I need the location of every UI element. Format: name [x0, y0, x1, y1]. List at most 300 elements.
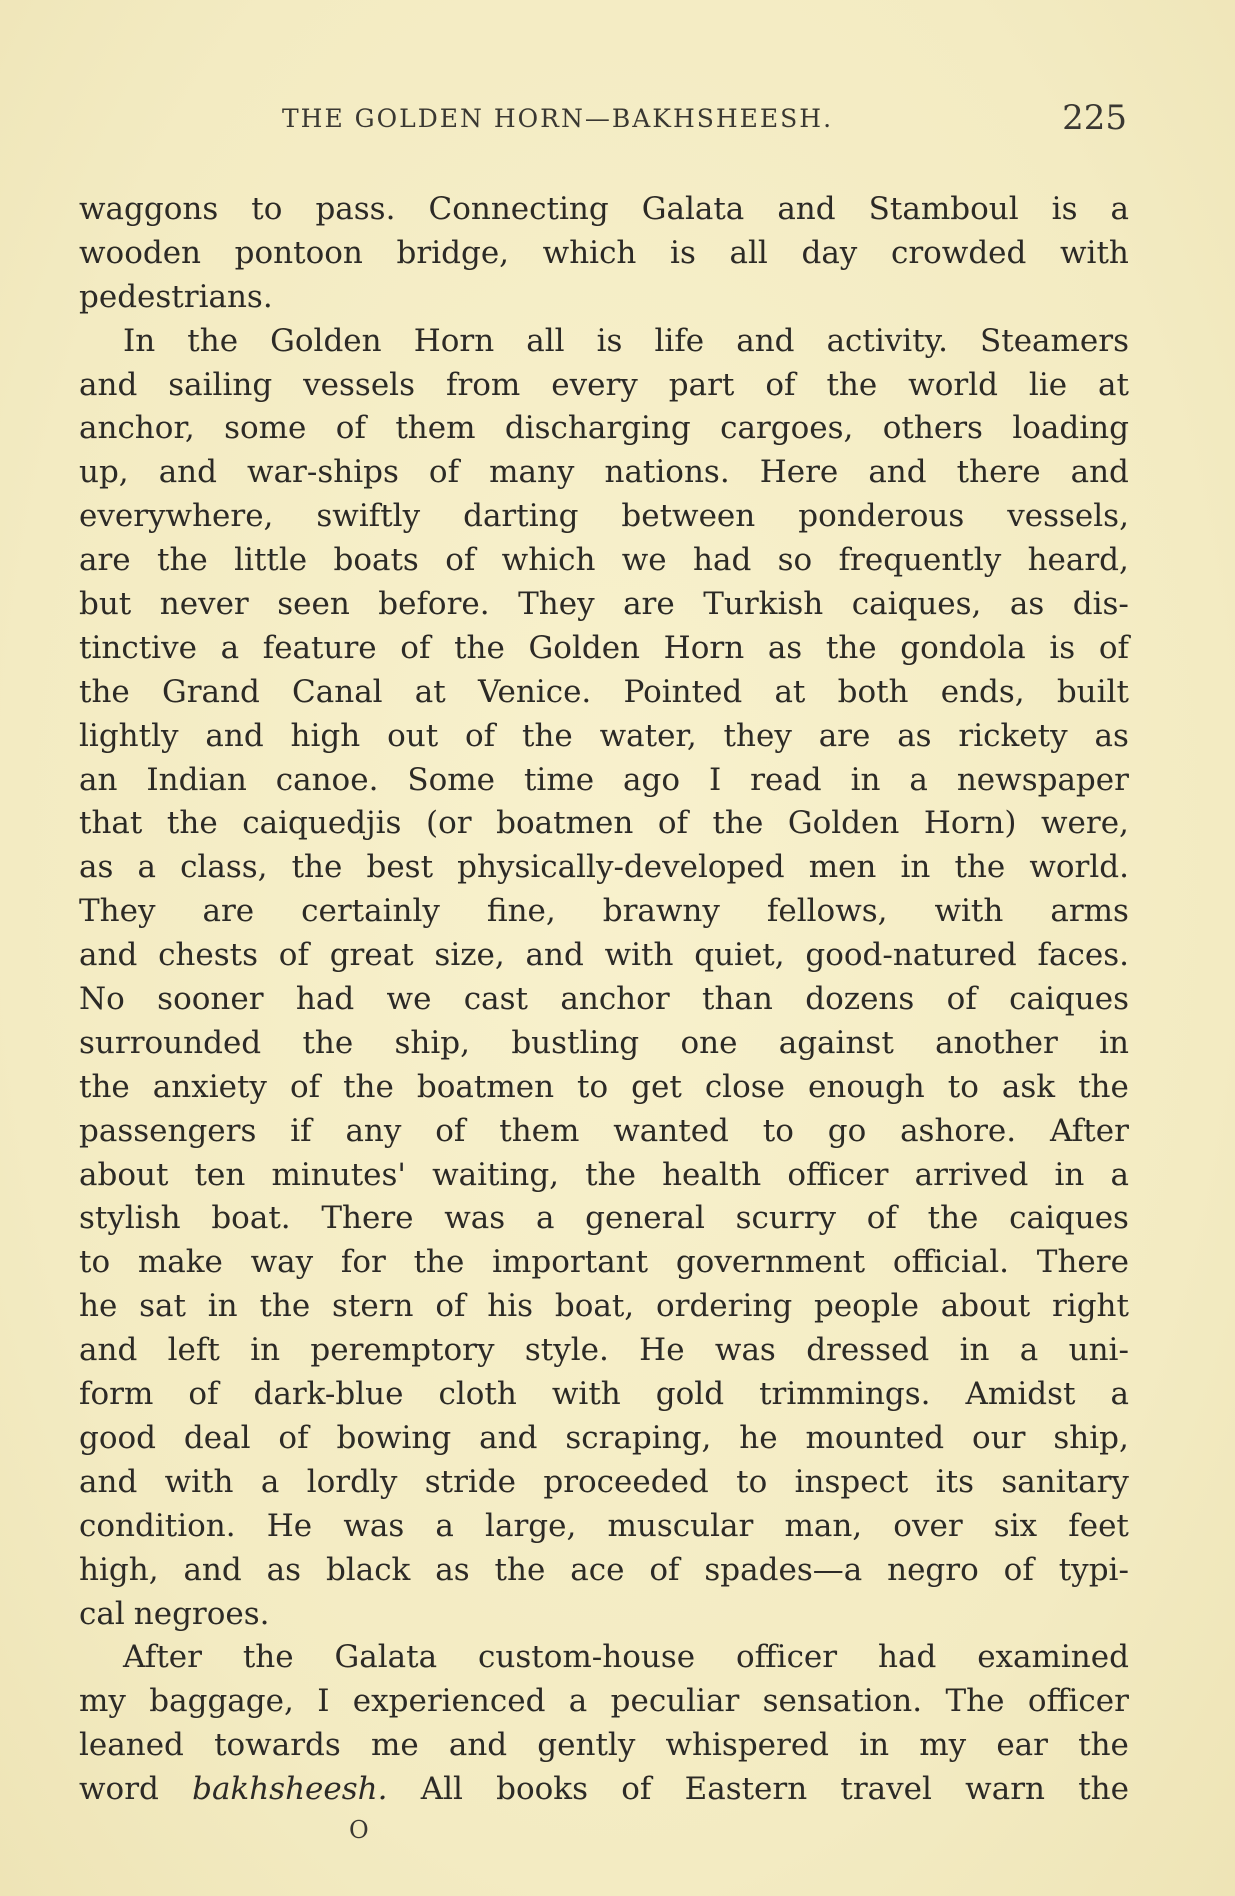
- word: of: [400, 629, 431, 666]
- word: an: [79, 761, 118, 798]
- word: in: [1099, 1024, 1129, 1061]
- word: than: [702, 981, 773, 1018]
- word: people: [813, 1288, 919, 1325]
- word: tinctive: [79, 629, 197, 666]
- word: In: [123, 322, 156, 359]
- word: men: [808, 849, 877, 886]
- word: the: [825, 629, 877, 666]
- word: boatmen: [416, 1068, 555, 1105]
- word: never: [159, 586, 249, 623]
- word: quiet,: [694, 937, 785, 974]
- text-line: [79, 759, 1129, 803]
- word: general: [585, 1200, 705, 1237]
- word: examined: [977, 1639, 1129, 1676]
- word: Pointed: [623, 673, 743, 710]
- word: to: [79, 1244, 111, 1281]
- text-line: [79, 1593, 1129, 1637]
- word: anxiety: [152, 1068, 267, 1105]
- word: a: [137, 849, 156, 886]
- text-line: [79, 1768, 1129, 1812]
- word: another: [935, 1024, 1058, 1061]
- word: government: [675, 1244, 866, 1281]
- word: pontoon: [234, 234, 363, 271]
- word: as: [435, 1551, 470, 1588]
- word: negroes.: [133, 1595, 270, 1632]
- word: to: [251, 191, 283, 227]
- word: proceeded: [543, 1463, 709, 1500]
- word: world.: [1029, 849, 1129, 886]
- word: Venice.: [477, 673, 592, 710]
- word: lordly: [306, 1463, 398, 1500]
- word: my: [919, 1727, 967, 1764]
- word: ashore.: [900, 1112, 1017, 1149]
- word: them: [395, 410, 476, 447]
- word: our: [972, 1419, 1026, 1456]
- word: right: [1051, 1288, 1129, 1325]
- text-line: [79, 890, 1129, 934]
- word: before.: [378, 586, 490, 623]
- word: up,: [79, 454, 129, 491]
- word: All: [420, 1771, 463, 1808]
- text-line: [79, 1329, 1129, 1373]
- word: in: [207, 1288, 238, 1325]
- word: read: [750, 761, 822, 798]
- word: brawny: [602, 893, 720, 930]
- word: ponderous: [798, 498, 965, 535]
- word: and: [525, 937, 584, 974]
- word: great: [329, 937, 414, 974]
- signature-mark: O: [349, 1816, 369, 1844]
- word: the: [242, 1639, 294, 1676]
- word: wooden: [79, 234, 202, 271]
- word: passengers: [79, 1112, 257, 1149]
- word: of: [866, 1200, 897, 1237]
- word: ask: [1001, 1068, 1056, 1105]
- word: health: [662, 1156, 762, 1193]
- word: high: [290, 717, 361, 754]
- word: vessels,: [1007, 498, 1129, 535]
- word: officer: [735, 1639, 838, 1676]
- word: in: [859, 1727, 890, 1764]
- word: for: [340, 1244, 386, 1281]
- word: with: [604, 937, 674, 974]
- word: muscular: [607, 1507, 754, 1544]
- word: all: [526, 322, 565, 359]
- word: typi-: [1058, 1551, 1129, 1588]
- word: the: [413, 1244, 465, 1281]
- word: class,: [180, 849, 268, 886]
- word: wanted: [613, 1112, 729, 1149]
- word: Eastern: [684, 1771, 808, 1808]
- body-text: [79, 188, 1129, 1812]
- word: about: [79, 1156, 169, 1193]
- word: of: [657, 805, 688, 842]
- word: canoe.: [275, 761, 379, 798]
- text-line: [79, 1724, 1129, 1768]
- word: the: [494, 1551, 546, 1588]
- word: heard,: [1027, 542, 1129, 579]
- word: to: [736, 1463, 768, 1500]
- word: with: [1060, 234, 1129, 271]
- word: them: [499, 1112, 580, 1149]
- word: of: [765, 366, 796, 403]
- text-line: [79, 276, 1129, 320]
- text-line: [79, 364, 1129, 408]
- word: with: [934, 893, 1004, 930]
- word: the: [826, 366, 878, 403]
- word: of: [428, 454, 460, 491]
- word: Galata: [641, 191, 745, 227]
- word: the: [1078, 1771, 1129, 1808]
- word: so: [777, 542, 813, 579]
- text-line: [79, 1197, 1129, 1241]
- word: gently: [537, 1727, 636, 1764]
- word: There: [1036, 1244, 1129, 1281]
- word: in: [850, 761, 881, 798]
- word: if: [290, 1112, 312, 1149]
- word: books: [496, 1771, 588, 1808]
- word: caiques: [1009, 981, 1129, 1018]
- word: arrived: [914, 1156, 1029, 1193]
- text-line: [79, 583, 1129, 627]
- word: caiques,: [851, 586, 982, 623]
- word: of: [621, 1771, 652, 1808]
- word: enough: [808, 1068, 925, 1105]
- word: is: [670, 234, 696, 271]
- word: a: [568, 1683, 588, 1720]
- word: and: [79, 1463, 138, 1500]
- word: as: [266, 1551, 302, 1588]
- word: world: [908, 366, 998, 403]
- word: of: [289, 1068, 321, 1105]
- text-line: [79, 1066, 1129, 1110]
- word: at: [414, 673, 446, 710]
- word: of: [1098, 629, 1129, 666]
- word: others: [882, 410, 983, 447]
- word: sooner: [157, 981, 264, 1018]
- word: and: [479, 1419, 538, 1456]
- word: day: [801, 234, 858, 271]
- word: bakhsheesh.: [192, 1771, 388, 1808]
- word: chests: [158, 937, 259, 974]
- word: stern: [332, 1288, 414, 1325]
- word: many: [489, 454, 575, 491]
- word: way: [250, 1244, 314, 1281]
- word: lightly: [79, 717, 179, 754]
- word: style.: [524, 1332, 609, 1369]
- text-line: [79, 1373, 1129, 1417]
- word: a: [260, 1463, 280, 1500]
- word: travel: [840, 1771, 932, 1808]
- word: Turkish: [703, 586, 824, 623]
- word: black: [325, 1551, 411, 1588]
- word: dark-blue: [253, 1376, 404, 1413]
- word: both: [837, 673, 909, 710]
- word: one: [680, 1024, 738, 1061]
- word: (or: [426, 805, 472, 842]
- text-line: [79, 495, 1129, 539]
- text-line: [79, 1154, 1129, 1198]
- word: and: [79, 937, 138, 974]
- word: against: [778, 1024, 894, 1061]
- word: of: [649, 1551, 680, 1588]
- word: boat,: [554, 1288, 635, 1325]
- page-number: 225: [1062, 98, 1127, 138]
- word: of: [188, 1376, 219, 1413]
- word: caiquedjis: [242, 805, 402, 842]
- word: the: [454, 629, 505, 666]
- word: high,: [79, 1551, 159, 1588]
- word: best: [366, 849, 434, 886]
- word: Here: [759, 454, 839, 491]
- word: feet: [1068, 1507, 1129, 1544]
- word: officer: [787, 1156, 889, 1193]
- word: caiques: [1009, 1200, 1129, 1237]
- word: scraping,: [565, 1419, 712, 1456]
- word: of: [465, 717, 496, 754]
- word: towards: [214, 1727, 341, 1764]
- word: the: [521, 717, 573, 754]
- word: with: [551, 1376, 621, 1413]
- word: Golden: [528, 629, 641, 666]
- text-line: [79, 978, 1129, 1022]
- word: is: [596, 322, 623, 359]
- word: go: [827, 1112, 867, 1149]
- word: every: [551, 366, 638, 403]
- word: close: [704, 1068, 786, 1105]
- word: leaned: [79, 1727, 184, 1764]
- word: officer: [1027, 1683, 1129, 1720]
- word: and: [736, 322, 795, 359]
- word: and: [448, 1727, 508, 1764]
- text-line: [79, 407, 1129, 451]
- word: are: [202, 893, 255, 930]
- running-head: [0, 98, 1235, 144]
- word: a: [1110, 1376, 1129, 1413]
- word: as: [767, 629, 803, 666]
- word: in: [1054, 1156, 1085, 1193]
- word: at: [1098, 366, 1129, 403]
- word: a: [535, 1200, 555, 1237]
- word: is: [1051, 191, 1078, 227]
- word: crowded: [890, 234, 1027, 271]
- word: gondola: [900, 629, 1026, 666]
- word: No: [79, 981, 125, 1018]
- word: swiftly: [316, 498, 421, 535]
- word: ago: [623, 761, 681, 798]
- word: ship,: [1053, 1419, 1129, 1456]
- word: waiting,: [432, 1156, 560, 1193]
- word: They: [79, 893, 156, 930]
- text-line: [79, 320, 1129, 364]
- word: rickety: [958, 717, 1068, 754]
- word: built: [1056, 673, 1129, 710]
- word: dozens: [805, 981, 915, 1018]
- word: ear: [996, 1727, 1048, 1764]
- word: and: [158, 454, 217, 491]
- word: as: [1094, 717, 1129, 754]
- word: trimmings.: [759, 1376, 931, 1413]
- word: the: [291, 849, 343, 886]
- word: he: [739, 1419, 778, 1456]
- text-line: [79, 1417, 1129, 1461]
- word: nations.: [604, 454, 730, 491]
- text-line: [79, 671, 1129, 715]
- text-line: [79, 1110, 1129, 1154]
- word: sanitary: [1001, 1463, 1129, 1500]
- word: everywhere,: [79, 498, 274, 535]
- word: minutes': [271, 1156, 406, 1193]
- text-line: [79, 846, 1129, 890]
- word: the: [585, 1156, 636, 1193]
- word: about: [940, 1288, 1031, 1325]
- word: over: [893, 1507, 963, 1544]
- word: anchor,: [79, 410, 195, 447]
- word: the: [79, 673, 130, 710]
- word: anchor: [560, 981, 670, 1018]
- word: all: [729, 234, 768, 271]
- word: He: [266, 1507, 313, 1544]
- word: man,: [784, 1507, 863, 1544]
- word: I: [708, 761, 722, 798]
- word: of: [435, 1288, 466, 1325]
- word: the: [79, 1068, 130, 1105]
- word: in: [959, 1332, 990, 1369]
- word: we: [386, 981, 432, 1018]
- word: the: [954, 849, 1006, 886]
- text-line: [79, 1241, 1129, 1285]
- word: Grand: [161, 673, 260, 710]
- word: is: [1049, 629, 1076, 666]
- word: Horn: [413, 322, 495, 359]
- word: stylish: [79, 1200, 181, 1237]
- word: frequently: [838, 542, 1002, 579]
- word: faces.: [1037, 937, 1129, 974]
- word: at: [774, 673, 806, 710]
- word: fellows,: [766, 893, 888, 930]
- word: which: [501, 542, 596, 579]
- word: darting: [463, 498, 579, 535]
- word: any: [345, 1112, 402, 1149]
- word: of: [445, 542, 476, 579]
- word: stride: [424, 1463, 516, 1500]
- word: had: [693, 542, 752, 579]
- word: the: [1078, 1727, 1129, 1764]
- word: inspect: [794, 1463, 909, 1500]
- word: pass.: [315, 191, 396, 227]
- word: six: [993, 1507, 1038, 1544]
- text-line: [79, 188, 1129, 232]
- word: He: [639, 1332, 685, 1369]
- word: pedestrians.: [79, 278, 273, 315]
- word: time: [523, 761, 595, 798]
- text-line: [79, 1549, 1129, 1593]
- word: sensation.: [762, 1683, 923, 1720]
- word: as: [79, 849, 114, 886]
- word: fine,: [486, 893, 556, 930]
- word: uni-: [1068, 1332, 1129, 1369]
- word: size,: [434, 937, 505, 974]
- word: Golden: [270, 322, 382, 359]
- word: of: [946, 981, 977, 1018]
- word: was: [444, 1200, 506, 1237]
- word: and: [79, 366, 138, 403]
- word: deal: [183, 1419, 251, 1456]
- word: bridge,: [396, 234, 510, 271]
- word: are: [818, 717, 871, 754]
- word: cargoes,: [720, 410, 854, 447]
- word: warn: [965, 1771, 1045, 1808]
- word: custom-house: [478, 1639, 696, 1676]
- word: After: [123, 1639, 202, 1676]
- word: and: [79, 1332, 138, 1369]
- word: peculiar: [610, 1683, 740, 1720]
- word: I: [317, 1683, 330, 1720]
- word: in: [900, 849, 931, 886]
- word: ends,: [940, 673, 1025, 710]
- word: ship,: [394, 1024, 471, 1061]
- word: Horn): [923, 805, 1017, 842]
- text-line: [79, 1680, 1129, 1724]
- word: baggage,: [149, 1683, 294, 1720]
- word: gold: [655, 1376, 725, 1413]
- word: make: [137, 1244, 223, 1281]
- word: he: [79, 1288, 118, 1325]
- word: word: [79, 1771, 159, 1808]
- word: get: [631, 1068, 682, 1105]
- word: of: [1003, 1551, 1034, 1588]
- word: were,: [1041, 805, 1129, 842]
- word: me: [370, 1727, 419, 1764]
- word: that: [79, 805, 143, 842]
- word: as: [1009, 586, 1045, 623]
- text-line: [79, 1505, 1129, 1549]
- word: a: [435, 1507, 454, 1544]
- word: bustling: [511, 1024, 640, 1061]
- word: vessels: [303, 366, 416, 403]
- word: a: [909, 761, 928, 798]
- word: of: [278, 937, 309, 974]
- word: and: [777, 191, 836, 227]
- word: water,: [599, 717, 697, 754]
- word: was: [343, 1507, 405, 1544]
- word: cloth: [438, 1376, 517, 1413]
- word: Indian: [146, 761, 247, 798]
- word: cal: [79, 1595, 125, 1632]
- word: and: [183, 1551, 242, 1588]
- word: out: [387, 717, 439, 754]
- word: lie: [1028, 366, 1068, 403]
- text-line: [79, 451, 1129, 495]
- word: dis-: [1072, 586, 1129, 623]
- word: its: [935, 1463, 975, 1500]
- word: activity.: [826, 322, 948, 359]
- word: After: [1049, 1112, 1129, 1149]
- word: part: [668, 366, 735, 403]
- word: and: [868, 454, 927, 491]
- word: to: [577, 1068, 609, 1105]
- word: waggons: [79, 191, 219, 227]
- word: was: [714, 1332, 776, 1369]
- word: but: [79, 586, 132, 623]
- text-line: [79, 539, 1129, 583]
- word: the: [157, 542, 208, 579]
- word: the: [927, 1200, 979, 1237]
- word: of: [435, 1112, 466, 1149]
- word: scurry: [735, 1200, 836, 1237]
- word: which: [542, 234, 637, 271]
- word: the: [712, 805, 764, 842]
